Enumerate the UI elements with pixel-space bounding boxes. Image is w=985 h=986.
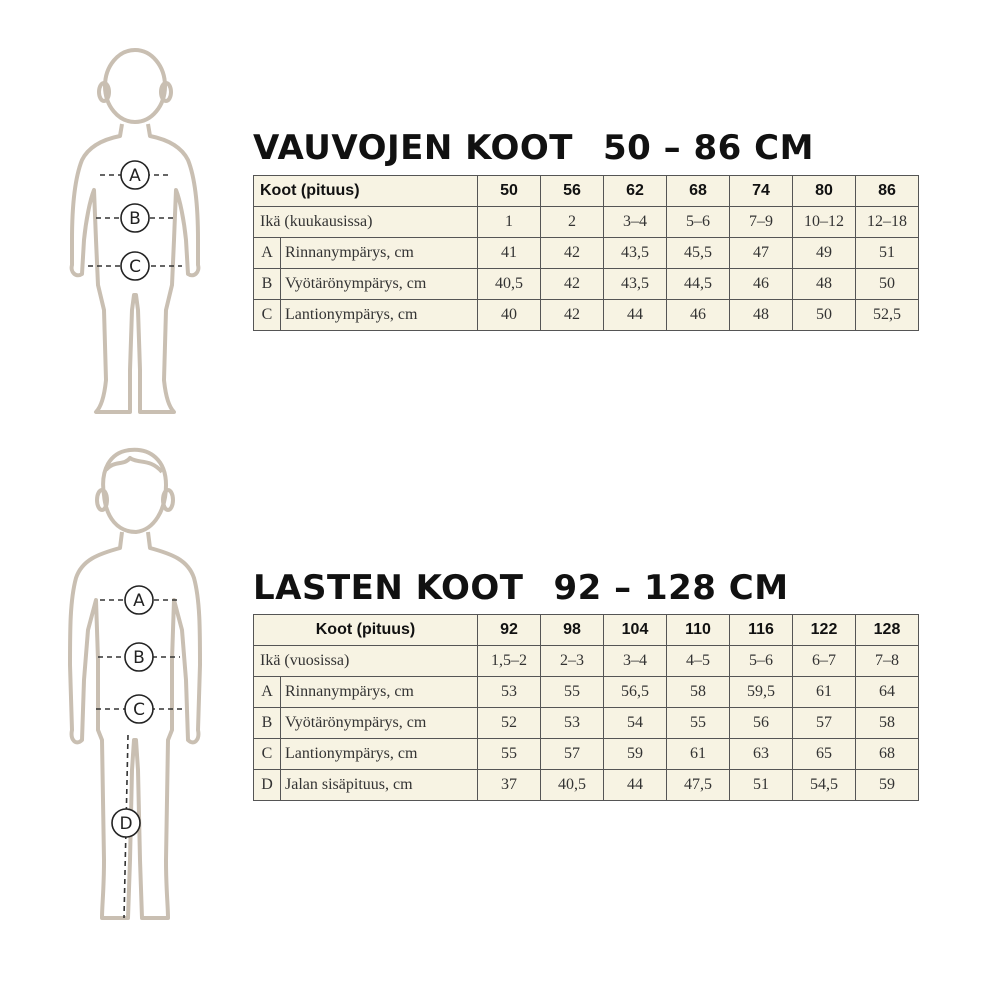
kids-sizes-title [253,568,789,608]
value-cell: 63 [730,739,793,770]
baby-title-text: VAUVOJEN KOOT [253,128,573,168]
value-cell: 55 [478,739,541,770]
figure-label-c: C [129,257,141,277]
age-cell: 3–4 [604,646,667,677]
size-cell: 56 [541,176,604,207]
value-cell: 43,5 [604,238,667,269]
row-name: Vyötärönympärys, cm [281,708,478,739]
value-cell: 37 [478,770,541,801]
header-label: Koot (pituus) [254,615,478,646]
table-row [254,646,919,677]
size-cell: 92 [478,615,541,646]
value-cell: 54,5 [793,770,856,801]
table-row [254,739,919,770]
age-cell: 2–3 [541,646,604,677]
size-cell: 50 [478,176,541,207]
value-cell: 46 [667,300,730,331]
age-cell: 6–7 [793,646,856,677]
value-cell: 50 [793,300,856,331]
value-cell: 59 [856,770,919,801]
value-cell: 42 [541,269,604,300]
age-cell: 10–12 [793,207,856,238]
size-cell: 128 [856,615,919,646]
age-cell: 4–5 [667,646,730,677]
table-header-row [254,176,919,207]
age-label: Ikä (kuukausissa) [254,207,478,238]
row-name: Jalan sisäpituus, cm [281,770,478,801]
value-cell: 47,5 [667,770,730,801]
table-row [254,300,919,331]
value-cell: 47 [730,238,793,269]
age-cell: 5–6 [730,646,793,677]
value-cell: 52 [478,708,541,739]
value-cell: 48 [793,269,856,300]
value-cell: 68 [856,739,919,770]
value-cell: 42 [541,300,604,331]
size-cell: 122 [793,615,856,646]
figure-label-b: B [133,648,145,668]
size-cell: 74 [730,176,793,207]
table-row [254,708,919,739]
row-name: Lantionympärys, cm [281,739,478,770]
table-header-row [254,615,919,646]
value-cell: 53 [541,708,604,739]
value-cell: 54 [604,708,667,739]
value-cell: 53 [478,677,541,708]
value-cell: 56,5 [604,677,667,708]
value-cell: 50 [856,269,919,300]
value-cell: 51 [856,238,919,269]
baby-size-table [253,175,919,331]
value-cell: 46 [730,269,793,300]
value-cell: 65 [793,739,856,770]
size-cell: 116 [730,615,793,646]
value-cell: 57 [793,708,856,739]
figure-label-b: B [129,209,141,229]
age-cell: 3–4 [604,207,667,238]
value-cell: 48 [730,300,793,331]
row-name: Vyötärönympärys, cm [281,269,478,300]
value-cell: 40,5 [541,770,604,801]
size-cell: 110 [667,615,730,646]
age-cell: 2 [541,207,604,238]
size-cell: 104 [604,615,667,646]
figure-label-a: A [129,166,141,186]
size-cell: 80 [793,176,856,207]
figure-label-d: D [119,814,133,834]
value-cell: 45,5 [667,238,730,269]
row-letter: C [254,300,281,331]
age-cell: 12–18 [856,207,919,238]
header-label: Koot (pituus) [254,176,478,207]
size-cell: 68 [667,176,730,207]
value-cell: 58 [667,677,730,708]
value-cell: 43,5 [604,269,667,300]
value-cell: 44 [604,770,667,801]
age-cell: 7–8 [856,646,919,677]
table-row [254,677,919,708]
value-cell: 61 [793,677,856,708]
row-letter: D [254,770,281,801]
value-cell: 52,5 [856,300,919,331]
value-cell: 56 [730,708,793,739]
kids-size-table [253,614,919,801]
value-cell: 55 [667,708,730,739]
value-cell: 49 [793,238,856,269]
age-cell: 5–6 [667,207,730,238]
table-row [254,770,919,801]
value-cell: 59 [604,739,667,770]
row-letter: B [254,708,281,739]
figure-label-c: C [133,700,145,720]
row-letter: B [254,269,281,300]
size-cell: 86 [856,176,919,207]
value-cell: 57 [541,739,604,770]
row-letter: C [254,739,281,770]
baby-title-range: 50 – 86 CM [603,128,814,168]
row-name: Rinnanympärys, cm [281,677,478,708]
value-cell: 51 [730,770,793,801]
baby-figure [60,40,220,420]
baby-sizes-title [253,128,814,168]
value-cell: 41 [478,238,541,269]
value-cell: 61 [667,739,730,770]
age-label: Ikä (vuosissa) [254,646,478,677]
table-row [254,207,919,238]
value-cell: 44 [604,300,667,331]
kids-title-range: 92 – 128 CM [553,568,789,608]
kids-title-text: LASTEN KOOT [253,568,524,608]
row-letter: A [254,677,281,708]
size-cell: 98 [541,615,604,646]
row-letter: A [254,238,281,269]
value-cell: 58 [856,708,919,739]
value-cell: 59,5 [730,677,793,708]
size-cell: 62 [604,176,667,207]
age-cell: 1 [478,207,541,238]
value-cell: 64 [856,677,919,708]
figure-label-a: A [133,591,145,611]
row-name: Rinnanympärys, cm [281,238,478,269]
age-cell: 1,5–2 [478,646,541,677]
value-cell: 42 [541,238,604,269]
table-row [254,238,919,269]
table-row [254,269,919,300]
value-cell: 40 [478,300,541,331]
value-cell: 55 [541,677,604,708]
row-name: Lantionympärys, cm [281,300,478,331]
value-cell: 40,5 [478,269,541,300]
value-cell: 44,5 [667,269,730,300]
kids-figure [58,440,218,930]
age-cell: 7–9 [730,207,793,238]
